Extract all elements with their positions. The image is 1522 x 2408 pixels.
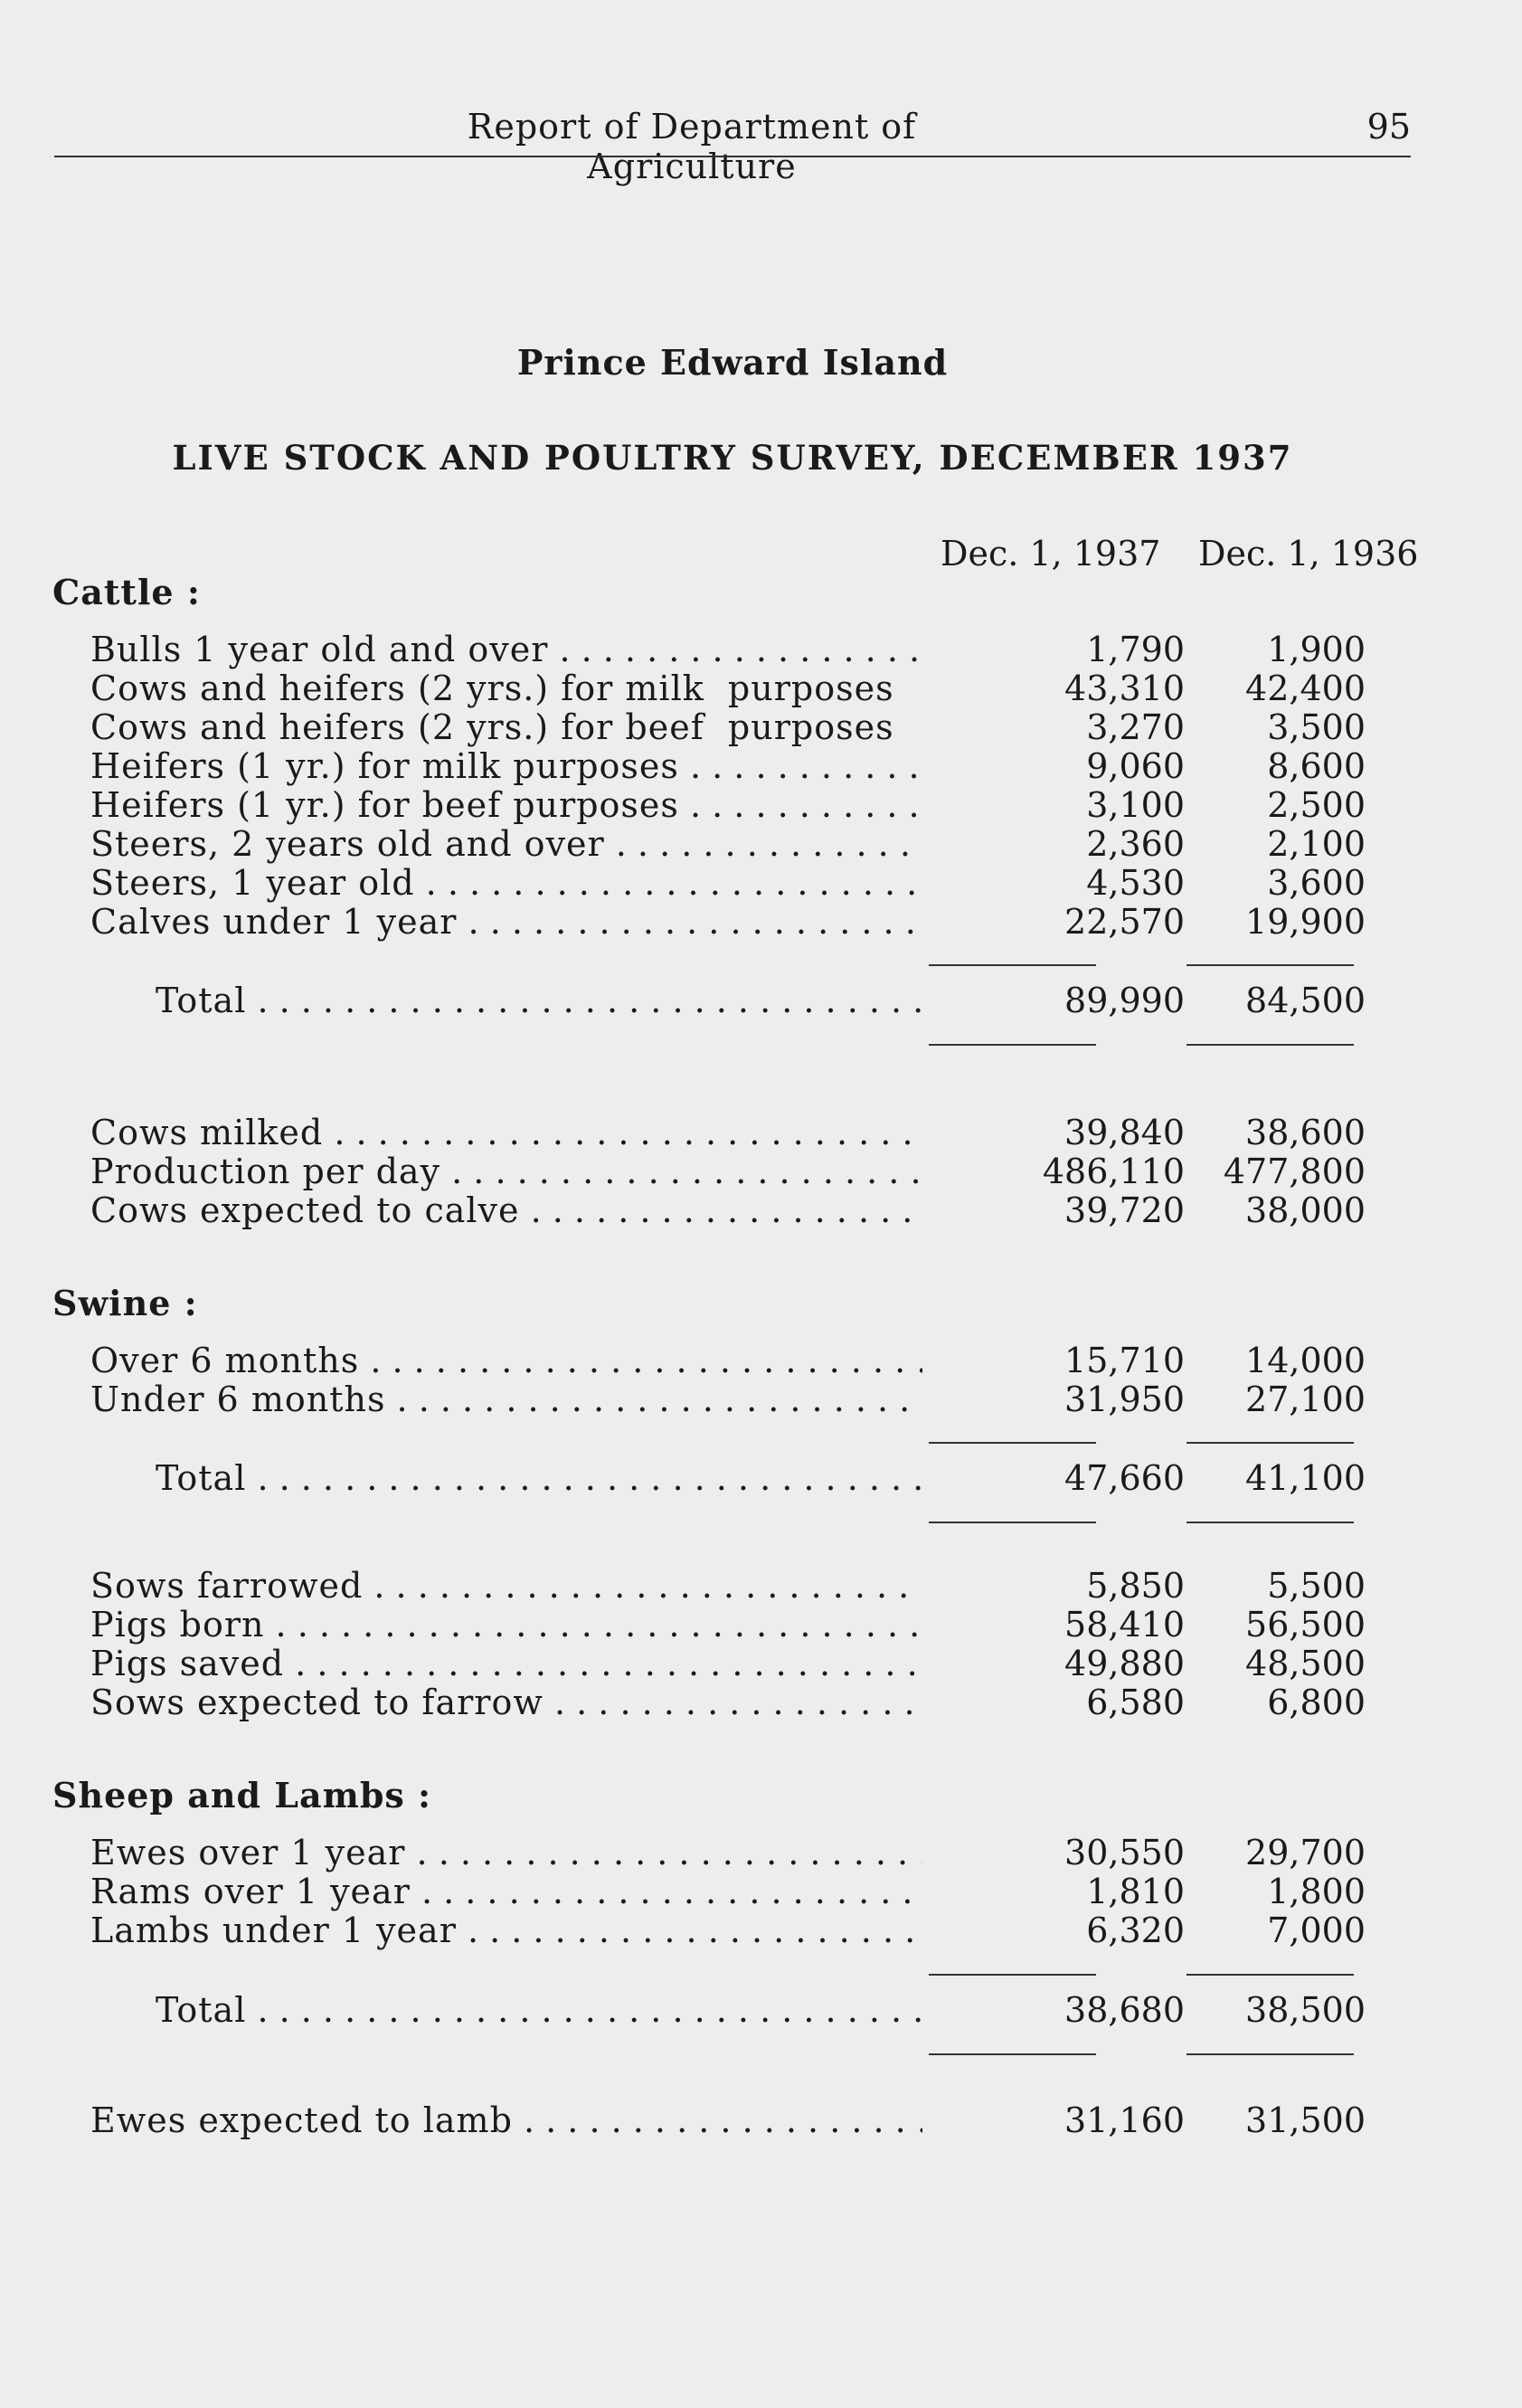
total-row bbox=[90, 1458, 1366, 1498]
value-1937: 31,950 bbox=[1064, 1379, 1185, 1419]
row-label: Bulls 1 year old and over . . . bbox=[90, 630, 922, 669]
value-1937: 1,810 bbox=[1086, 1872, 1185, 1911]
table-row bbox=[90, 2100, 1366, 2140]
total-rule bbox=[929, 2053, 1096, 2055]
row-label: Steers, 1 year old . . . bbox=[90, 863, 922, 903]
table-row bbox=[90, 746, 1366, 786]
value-1936: 29,700 bbox=[1245, 1833, 1366, 1872]
total-rule bbox=[929, 1442, 1096, 1444]
value-1936: 3,600 bbox=[1267, 863, 1366, 903]
value-1936: 1,900 bbox=[1267, 630, 1366, 669]
value-1937: 15,710 bbox=[1064, 1341, 1185, 1380]
total-1936: 84,500 bbox=[1245, 981, 1366, 1020]
total-label: Total . . . bbox=[156, 981, 922, 1020]
row-label: Ewes over 1 year . . . bbox=[90, 1833, 922, 1872]
row-label: Over 6 months . . . bbox=[90, 1341, 922, 1380]
value-1937: 39,720 bbox=[1064, 1190, 1185, 1230]
running-title: Report of Department of Agriculture bbox=[467, 107, 917, 186]
table-row bbox=[90, 1683, 1366, 1722]
total-rule bbox=[1186, 1442, 1354, 1444]
row-label: Rams over 1 year . . . bbox=[90, 1872, 922, 1911]
table-row bbox=[90, 1113, 1366, 1152]
total-label: Total . . . bbox=[156, 1990, 922, 2030]
table-row bbox=[90, 668, 1366, 708]
row-label: Pigs saved . . . bbox=[90, 1644, 922, 1683]
table-row bbox=[90, 1644, 1366, 1683]
value-1936: 477,800 bbox=[1223, 1152, 1366, 1191]
row-label: Steers, 2 years old and over . . . bbox=[90, 824, 922, 864]
value-1937: 6,580 bbox=[1086, 1683, 1185, 1722]
value-1936: 56,500 bbox=[1245, 1605, 1366, 1645]
value-1936: 1,800 bbox=[1267, 1872, 1366, 1911]
total-rule bbox=[1186, 964, 1354, 966]
value-1936: 2,100 bbox=[1267, 824, 1366, 864]
value-1937: 4,530 bbox=[1086, 863, 1185, 903]
row-label: Heifers (1 yr.) for beef purposes . . . bbox=[90, 785, 922, 825]
value-1936: 5,500 bbox=[1267, 1566, 1366, 1606]
section-heading-cattle: Cattle : bbox=[52, 572, 201, 612]
value-1936: 27,100 bbox=[1245, 1379, 1366, 1419]
value-1937: 486,110 bbox=[1042, 1152, 1185, 1191]
total-1937: 47,660 bbox=[1064, 1458, 1185, 1498]
table-row bbox=[90, 630, 1366, 669]
table-row bbox=[90, 707, 1366, 747]
value-1936: 6,800 bbox=[1267, 1683, 1366, 1722]
total-1937: 38,680 bbox=[1064, 1990, 1185, 2030]
column-header-1937: Dec. 1, 1937 bbox=[941, 534, 1161, 574]
value-1936: 14,000 bbox=[1245, 1341, 1366, 1380]
table-row bbox=[90, 1379, 1366, 1419]
value-1937: 43,310 bbox=[1064, 668, 1185, 708]
row-label: Sows expected to farrow . . . bbox=[90, 1683, 922, 1722]
table-row bbox=[90, 1910, 1366, 1950]
total-rule bbox=[1186, 2053, 1354, 2055]
value-1937: 2,360 bbox=[1086, 824, 1185, 864]
total-label: Total . . . bbox=[156, 1458, 922, 1498]
value-1937: 3,270 bbox=[1086, 707, 1185, 747]
row-label: Production per day . . . bbox=[90, 1152, 922, 1191]
value-1936: 7,000 bbox=[1267, 1910, 1366, 1950]
value-1937: 39,840 bbox=[1064, 1113, 1185, 1152]
row-label: Under 6 months . . . bbox=[90, 1379, 922, 1419]
total-rule bbox=[1186, 1974, 1354, 1976]
value-1937: 1,790 bbox=[1086, 630, 1185, 669]
section-heading-sheep: Sheep and Lambs : bbox=[52, 1775, 432, 1815]
column-header-1936: Dec. 1, 1936 bbox=[1198, 534, 1419, 574]
row-label: Cows expected to calve . . . bbox=[90, 1190, 922, 1230]
value-1937: 58,410 bbox=[1064, 1605, 1185, 1645]
row-label: Calves under 1 year . . . bbox=[90, 902, 922, 942]
table-row bbox=[90, 1566, 1366, 1606]
value-1937: 5,850 bbox=[1086, 1566, 1185, 1606]
header-rule bbox=[54, 156, 1411, 157]
table-row bbox=[90, 863, 1366, 903]
value-1937: 22,570 bbox=[1064, 902, 1185, 942]
table-row bbox=[90, 902, 1366, 942]
value-1936: 8,600 bbox=[1267, 746, 1366, 786]
survey-title: LIVE STOCK AND POULTRY SURVEY, DECEMBER 1937 bbox=[172, 438, 1293, 478]
value-1936: 48,500 bbox=[1245, 1644, 1366, 1683]
page-number: 95 bbox=[1366, 107, 1411, 147]
total-1936: 38,500 bbox=[1245, 1990, 1366, 2030]
value-1937: 30,550 bbox=[1064, 1833, 1185, 1872]
value-1937: 3,100 bbox=[1086, 785, 1185, 825]
row-label: Heifers (1 yr.) for milk purposes . . . bbox=[90, 746, 922, 786]
total-rule bbox=[929, 1974, 1096, 1976]
total-1936: 41,100 bbox=[1245, 1458, 1366, 1498]
total-row bbox=[90, 1990, 1366, 2030]
value-1936: 2,500 bbox=[1267, 785, 1366, 825]
table-row bbox=[90, 1152, 1366, 1191]
value-1936: 38,600 bbox=[1245, 1113, 1366, 1152]
value-1936: 42,400 bbox=[1245, 668, 1366, 708]
value-1937: 6,320 bbox=[1086, 1910, 1185, 1950]
value-1936: 31,500 bbox=[1245, 2100, 1366, 2140]
table-row bbox=[90, 1605, 1366, 1645]
table-row bbox=[90, 824, 1366, 864]
total-rule bbox=[929, 1044, 1096, 1046]
table-row bbox=[90, 1833, 1366, 1872]
section-heading-swine: Swine : bbox=[52, 1283, 198, 1323]
total-rule bbox=[1186, 1522, 1354, 1523]
total-1937: 89,990 bbox=[1064, 981, 1185, 1020]
table-row bbox=[90, 785, 1366, 825]
value-1936: 19,900 bbox=[1245, 902, 1366, 942]
value-1937: 31,160 bbox=[1064, 2100, 1185, 2140]
value-1936: 38,000 bbox=[1245, 1190, 1366, 1230]
row-label: Cows and heifers (2 yrs.) for milk purposes bbox=[90, 668, 894, 708]
value-1936: 3,500 bbox=[1267, 707, 1366, 747]
total-row bbox=[90, 981, 1366, 1020]
total-rule bbox=[1186, 1044, 1354, 1046]
table-row bbox=[90, 1190, 1366, 1230]
row-label: Sows farrowed . . . bbox=[90, 1566, 922, 1606]
value-1937: 49,880 bbox=[1064, 1644, 1185, 1683]
row-label: Cows and heifers (2 yrs.) for beef purposes bbox=[90, 707, 894, 747]
row-label: Ewes expected to lamb . . . bbox=[90, 2100, 922, 2140]
value-1937: 9,060 bbox=[1086, 746, 1185, 786]
total-rule bbox=[929, 964, 1096, 966]
running-header bbox=[54, 100, 1411, 186]
row-label: Lambs under 1 year . . . bbox=[90, 1910, 922, 1950]
row-label: Cows milked . . . bbox=[90, 1113, 922, 1152]
region-title: Prince Edward Island bbox=[516, 342, 949, 383]
row-label: Pigs born . . . bbox=[90, 1605, 922, 1645]
table-row bbox=[90, 1341, 1366, 1380]
table-row bbox=[90, 1872, 1366, 1911]
total-rule bbox=[929, 1522, 1096, 1523]
